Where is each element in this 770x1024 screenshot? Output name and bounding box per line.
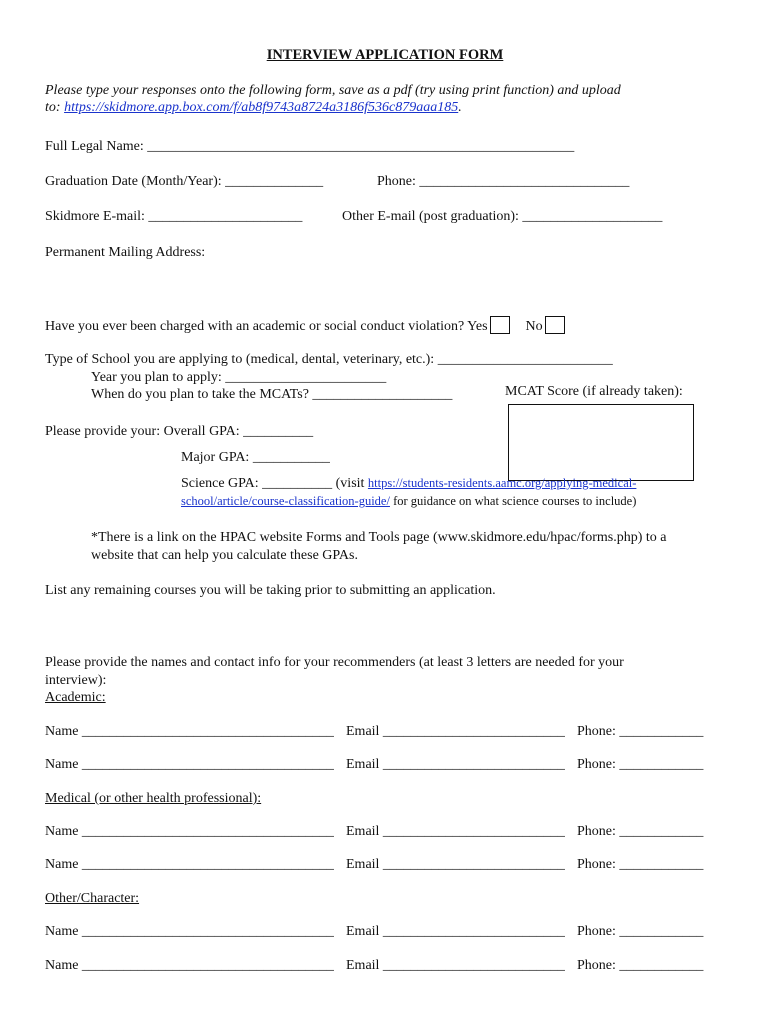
intro-text: Please type your responses onto the following form, save as a pdf (try using print function) and upload [45,83,621,98]
recommender-phone-field[interactable]: Phone: ____________ [577,757,704,772]
no-checkbox[interactable] [545,316,565,334]
science-guidance-text: for guidance on what science courses to include) [389,494,637,508]
recommender-email-field[interactable]: Email __________________________ [346,958,565,973]
recommender-email-field[interactable]: Email __________________________ [346,757,565,772]
recommender-name-field[interactable]: Name ____________________________________ [45,757,334,772]
aamc-link[interactable]: https://students-residents.aamc.org/applying-medical- [367,476,637,490]
recommender-name-field[interactable]: Name ____________________________________ [45,958,334,973]
form-title: INTERVIEW APPLICATION FORM [266,47,504,63]
mailing-address-label: Permanent Mailing Address: [45,245,206,260]
school-type-field[interactable]: Type of School you are applying to (medical, dental, veterinary, etc.): _________________________ [45,352,613,367]
upload-link[interactable]: https://skidmore.app.box.com/f/ab8f9743a8724a3186f536c879aaa185 [64,100,459,115]
recommender-email-field[interactable]: Email __________________________ [346,724,565,739]
section-heading-academic: Academic: [45,690,106,705]
apply-year-field[interactable]: Year you plan to apply: _______________________ [91,370,387,385]
section-heading-other: Other/Character: [45,891,140,906]
skidmore-email-field[interactable]: Skidmore E-mail: ______________________ [45,209,303,224]
yes-checkbox[interactable] [490,316,510,334]
recommender-phone-field[interactable]: Phone: ____________ [577,924,704,939]
intro-period: . [458,100,462,115]
section-heading-medical: Medical (or other health professional): [45,791,262,806]
recommender-phone-field[interactable]: Phone: ____________ [577,857,704,872]
full-name-field[interactable]: Full Legal Name: _____________________________________________________________ [45,139,575,154]
recommender-email-field[interactable]: Email __________________________ [346,857,565,872]
remaining-courses-label: List any remaining courses you will be taking prior to submitting an application. [45,583,496,598]
no-label: No [525,319,543,334]
recommender-phone-field[interactable]: Phone: ____________ [577,724,704,739]
overall-gpa-field[interactable]: Please provide your: Overall GPA: __________ [45,424,314,439]
science-gpa-field[interactable] [181,475,636,492]
intro-instructions [45,82,735,116]
recommender-name-field[interactable]: Name ____________________________________ [45,724,334,739]
science-gpa-text: Science GPA: __________ (visit [181,476,368,491]
violation-question-text: Have you ever been charged with an academic or social conduct violation? Yes [45,319,488,334]
recommender-name-field[interactable]: Name ____________________________________ [45,824,334,839]
science-gpa-guidance [181,493,636,510]
other-email-field[interactable]: Other E-mail (post graduation): ____________________ [342,209,663,224]
mcat-score-label: MCAT Score (if already taken): [505,384,683,399]
recommender-name-field[interactable]: Name ____________________________________ [45,857,334,872]
recommender-email-field[interactable]: Email __________________________ [346,924,565,939]
gpa-note: *There is a link on the HPAC website Forms and Tools page (www.skidmore.edu/hpac/forms.php) to a [91,530,667,545]
recommenders-intro: Please provide the names and contact info for your recommenders (at least 3 letters are needed for your [45,655,624,670]
recommenders-intro-cont: interview): [45,673,107,688]
phone-field[interactable]: Phone: ______________________________ [377,174,630,189]
intro-to: to: [45,100,65,115]
recommender-email-field[interactable]: Email __________________________ [346,824,565,839]
mcat-date-field[interactable]: When do you plan to take the MCATs? ____________________ [91,387,453,402]
major-gpa-field[interactable]: Major GPA: ___________ [181,450,330,465]
gpa-note-cont: website that can help you calculate these GPAs. [91,548,358,563]
mcat-score-box[interactable] [508,404,694,481]
aamc-link-cont[interactable]: school/article/course-classification-guide/ [181,494,390,508]
recommender-phone-field[interactable]: Phone: ____________ [577,958,704,973]
recommender-phone-field[interactable]: Phone: ____________ [577,824,704,839]
graduation-date-field[interactable]: Graduation Date (Month/Year): ______________ [45,174,324,189]
recommender-name-field[interactable]: Name ____________________________________ [45,924,334,939]
violation-question [45,316,565,335]
